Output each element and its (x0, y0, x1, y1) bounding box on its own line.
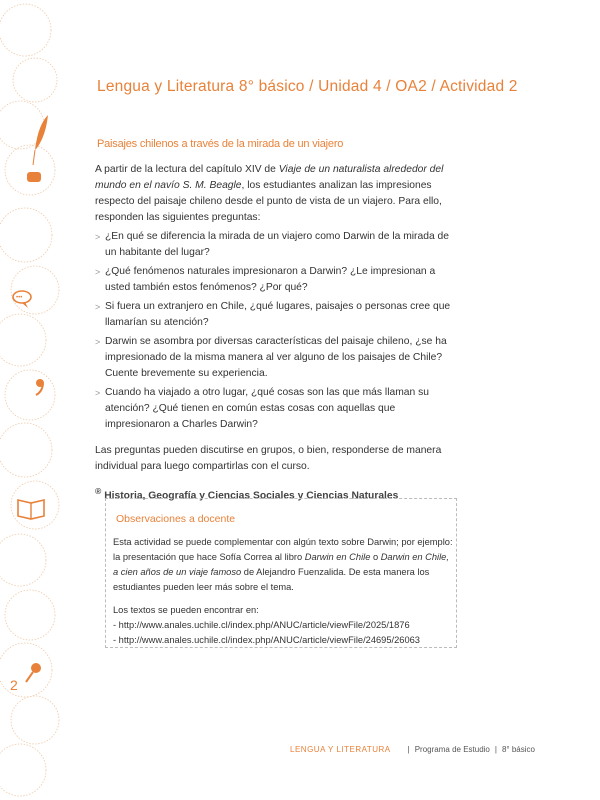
chevron-right-icon: > (95, 267, 101, 277)
intro-text-end: , los estudiantes analizan las impresiones respecto del paisaje chileno desde el punto de vista de un viajero. Para ello, responden las siguientes preguntas: (95, 180, 442, 223)
chevron-right-icon: > (95, 388, 101, 398)
text: Esta actividad se puede complementar con algún texto sobre Darwin; por ejemplo: la presentación que hace Sofía Correa al libro (113, 537, 453, 562)
svg-text:•••: ••• (16, 295, 23, 301)
text: o (370, 552, 381, 562)
intro-text: A partir de la lectura del capítulo XIV de (95, 164, 279, 175)
links-intro: Los textos se pueden encontrar en: (113, 605, 259, 615)
footer-separator: | (494, 745, 497, 754)
intro-paragraph (95, 162, 455, 226)
question-item (95, 385, 455, 433)
question-item (95, 229, 455, 261)
page-title: Lengua y Literatura 8° básico / Unidad 4 / OA2 / Actividad 2 (97, 78, 518, 95)
teacher-notes-box (105, 498, 457, 648)
question-text: Cuando ha viajado a otro lugar, ¿qué cosas son las que más llaman su atención? ¿Qué tienen en común estas cosas con aquellas que impresionaron a Charles Darwin? (105, 387, 429, 430)
activity-subtitle: Paisajes chilenos a través de la mirada de un viajero (97, 138, 344, 150)
footer-brand: LENGUA Y LITERATURA (290, 745, 391, 754)
book-icon (18, 500, 44, 519)
footer-separator: | (407, 745, 410, 754)
footer-grade: 8° básico (501, 745, 535, 754)
chevron-right-icon: > (95, 232, 101, 242)
book-title: Darwin en Chile, a cien años de un viaje famoso (113, 552, 449, 577)
question-text: Si fuera un extranjero en Chile, ¿qué lugares, paisajes o personas cree que llamarían su atención? (105, 301, 451, 328)
book-title: Darwin en Chile (304, 552, 371, 562)
page-footer (290, 745, 535, 754)
question-text: ¿En qué se diferencia la mirada de un viajero como Darwin de la mirada de un habitante del lugar? (105, 231, 449, 258)
inkpot-icon (27, 172, 41, 182)
question-item (95, 264, 455, 296)
question-item (95, 299, 455, 331)
feather-icon (33, 115, 48, 165)
question-item (95, 334, 455, 382)
chevron-right-icon: > (95, 337, 101, 347)
decorative-number: 2 (10, 677, 18, 693)
note-mark: ® (95, 486, 102, 496)
speech-bubble-icon (13, 291, 31, 308)
footer-program: Programa de Estudio (414, 745, 490, 754)
text: de Alejandro Fuenzalida. De esta manera los estudiantes pueden leer más sobre el tema. (113, 567, 430, 592)
question-text: Darwin se asombra por diversas características del paisaje chileno, ¿se ha impresionado de la misma manera al ver alguno de los paisajes de Chile? Cuente brevemente su experiencia. (105, 336, 447, 379)
teacher-notes-body (113, 535, 453, 648)
teacher-notes-paragraph (113, 535, 453, 595)
link-2[interactable]: - http://www.anales.uchile.cl/index.php/ANUC/article/viewFile/24695/26063 (113, 635, 420, 645)
teacher-notes-title: Observaciones a docente (116, 513, 236, 525)
note-text: Historia, Geografía y Ciencias Sociales y Ciencias Naturales (104, 490, 399, 502)
decorative-sidebar-pattern (0, 0, 70, 800)
book-title: Viaje de un naturalista alrededor del mundo en el navío S. M. Beagle (95, 164, 444, 191)
microphone-icon (26, 663, 41, 682)
closing-paragraph: Las preguntas pueden discutirse en grupos, o bien, responderse de manera individual para luego compartirlas con el curso. (95, 445, 442, 472)
chevron-right-icon: > (95, 302, 101, 312)
link-1[interactable]: - http://www.anales.uchile.cl/index.php/ANUC/article/viewFile/2025/1876 (113, 620, 410, 630)
comma-icon (36, 379, 44, 395)
question-text: ¿Qué fenómenos naturales impresionaron a Darwin? ¿Le impresionan a usted también estos fenómenos? ¿Por qué? (105, 266, 436, 293)
activity-body (95, 162, 455, 504)
